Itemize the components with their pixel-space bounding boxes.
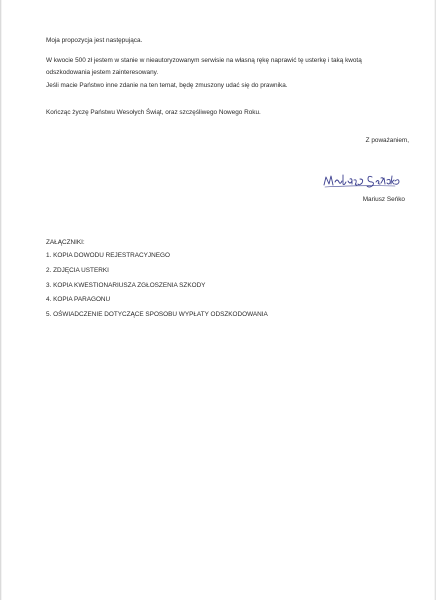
attachment-item: 5. OŚWIADCZENIE DOTYCZĄCE SPOSOBU WYPŁATY ODSZKODOWANIA xyxy=(46,311,268,318)
scan-edge-left xyxy=(0,0,2,600)
letter-paragraph-proposal: Moja propozycja jest następująca. xyxy=(46,37,143,44)
letter-paragraph-amount-line-1: W kwocie 500 zł jestem w stanie w nieautoryzowanym serwisie na własną rękę naprawić tę usterkę i taką kwotą xyxy=(46,57,362,64)
attachment-item: 2. ZDJĘCIA USTERKI xyxy=(46,267,109,274)
attachment-item: 3. KOPIA KWESTIONARIUSZA ZGŁOSZENIA SZKODY xyxy=(46,282,206,289)
letter-paragraph-amount-line-2: odszkodowania jestem zainteresowany. xyxy=(46,69,159,76)
attachment-item: 4. KOPIA PARAGONU xyxy=(46,296,111,303)
letter-closing-wishes: Kończąc życzę Państwu Wesołych Świąt, oraz szczęśliwego Nowego Roku. xyxy=(46,109,261,116)
letter-paragraph-lawyer: Jeśli macie Państwo inne zdanie na ten temat, będę zmuszony udać się do prawnika. xyxy=(46,82,288,89)
letter-regards: Z poważaniem, xyxy=(365,137,409,144)
attachment-item: 1. KOPIA DOWODU REJESTRACYJNEGO xyxy=(46,252,170,259)
attachments-heading: ZAŁĄCZNIKI: xyxy=(46,239,85,246)
handwritten-signature xyxy=(322,168,408,190)
signatory-name: Mariusz Seńko xyxy=(362,196,405,203)
